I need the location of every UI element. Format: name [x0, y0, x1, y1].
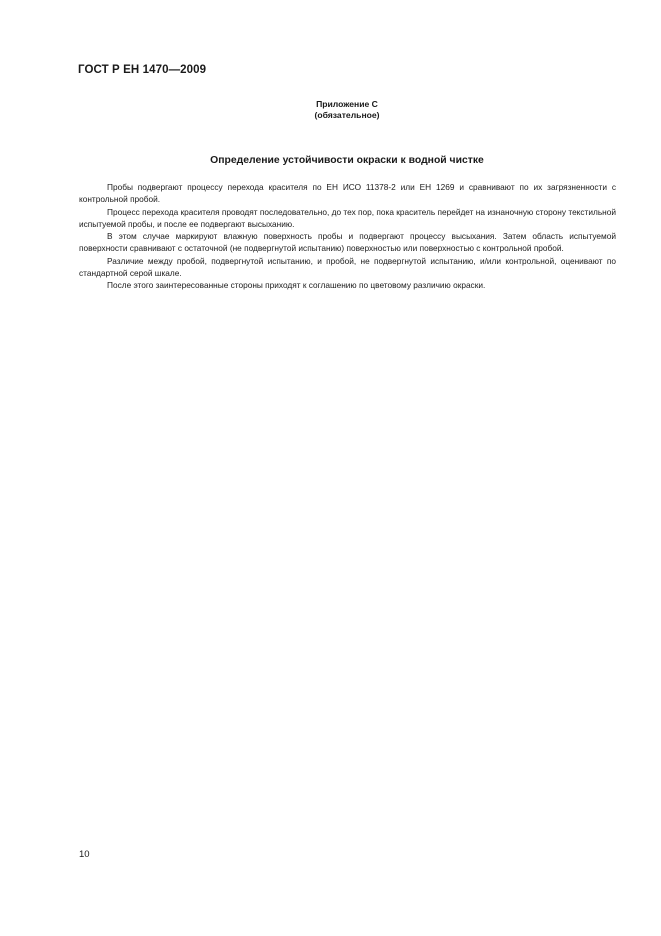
annex-heading: [0, 99, 661, 121]
annex-title: Приложение С: [316, 99, 378, 109]
paragraph: Процесс перехода красителя проводят последовательно, до тех пор, пока краситель перейдет на изнаночную сторону текстильной испытуемой пробы, и после ее подвергают высыханию.: [79, 206, 616, 229]
paragraph: Пробы подвергают процессу перехода красителя по ЕН ИСО 11378-2 или ЕН 1269 и сравнивают по их загрязненности с контрольной пробой.: [79, 182, 616, 205]
section-title: Определение устойчивости окраски к водной чистке: [210, 155, 484, 166]
paragraph: Различие между пробой, подвергнутой испытанию, и пробой, не подвергнутой испытанию, и/или контрольной, оценивают по стандартной серой шкале.: [79, 255, 616, 279]
paragraph: После этого заинтересованные стороны приходят к соглашению по цветовому различию окраски.: [107, 280, 486, 291]
annex-status: (обязательное): [314, 110, 380, 120]
page-number: 10: [79, 849, 90, 860]
paragraph: В этом случае маркируют влажную поверхность пробы и подвергают процессу высыхания. Затем область испытуемой поверхности сравнивают с остаточной (не подвергнутой испытанию) поверхностью или поверхностью с контрольной пробой.: [79, 231, 616, 254]
body-text: [79, 181, 616, 292]
standard-id-header: ГОСТ Р ЕН 1470—2009: [78, 64, 207, 76]
